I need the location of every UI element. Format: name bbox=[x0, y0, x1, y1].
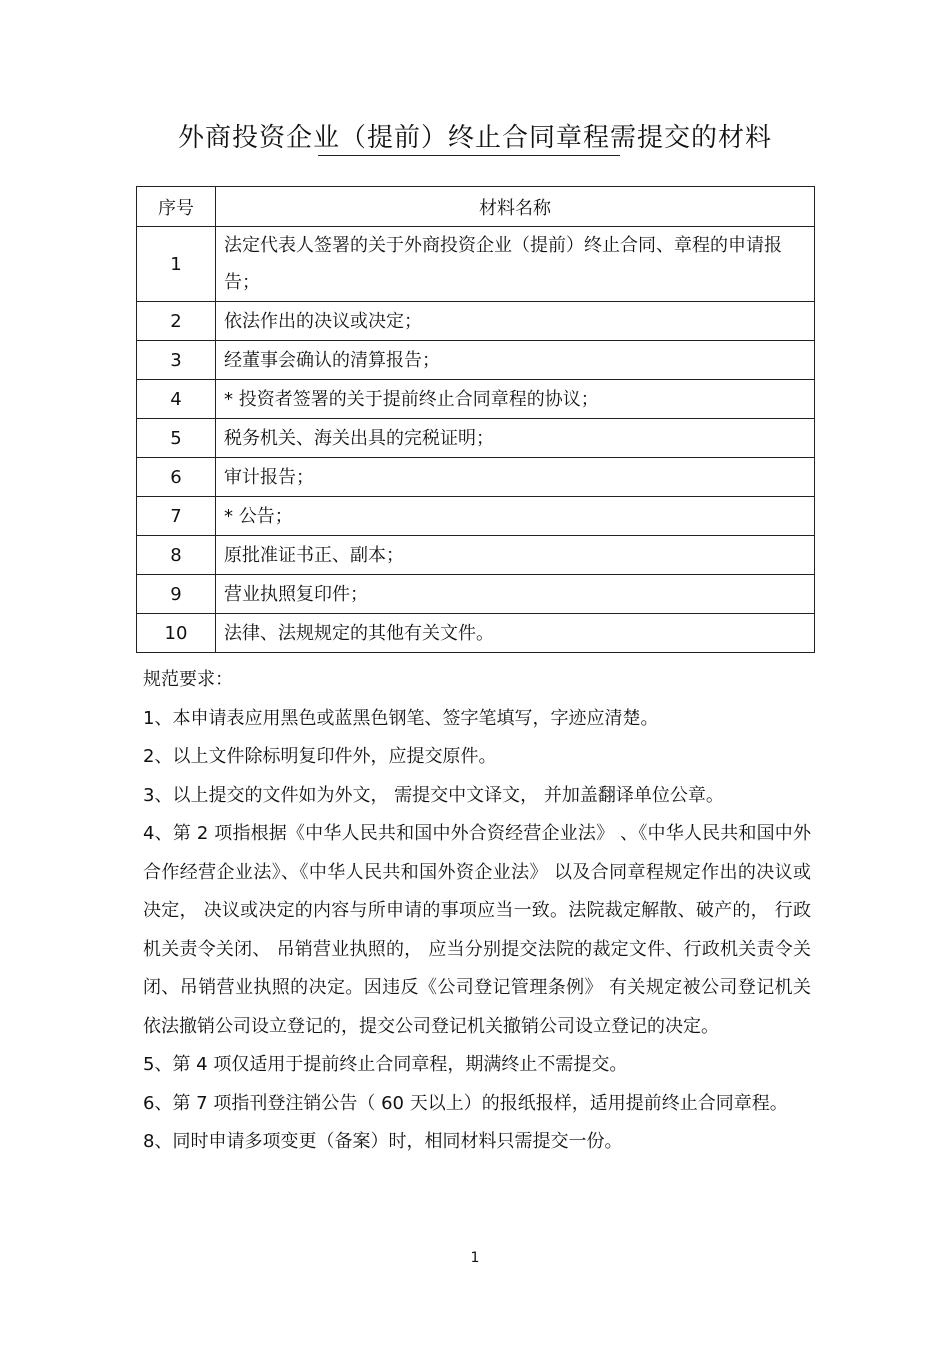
row-material-name: 经董事会确认的清算报告； bbox=[216, 341, 815, 380]
row-number: 10 bbox=[137, 614, 216, 653]
row-number: 3 bbox=[137, 341, 216, 380]
title-underline bbox=[318, 155, 620, 156]
row-material-name: 法定代表人签署的关于外商投资企业（提前）终止合同、章程的申请报告； bbox=[216, 227, 815, 302]
table-row bbox=[137, 614, 815, 653]
row-material-name: 审计报告； bbox=[216, 458, 815, 497]
row-number: 6 bbox=[137, 458, 216, 497]
row-material-name: * 公告； bbox=[216, 497, 815, 536]
table-row bbox=[137, 536, 815, 575]
table-row bbox=[137, 380, 815, 419]
requirement-item: 1、本申请表应用黑色或蓝黑色钢笔、签字笔填写，字迹应清楚。 bbox=[143, 707, 659, 729]
table-row bbox=[137, 458, 815, 497]
row-material-name: 原批准证书正、副本； bbox=[216, 536, 815, 575]
row-material-name: 税务机关、海关出具的完税证明； bbox=[216, 419, 815, 458]
requirement-item: 4、第 2 项指根据《中华人民共和国中外合资经营企业法》 、《中华人民共和国中外合作经营企业法》、《中华人民共和国外资企业法》 以及合同章程规定作出的决议或决定， 决议或决定的内容与所申请的事项应当一致。法院裁定解散、破产的， 行政机关责令关闭、 吊销营业执照的， 应当分别提交法院的裁定文件、行政机关责令关闭、吊销营业执照的决定。因违反《公司登记管理条例》 有关规定被公司登记机关依法撤销公司设立登记的，提交公司登记机关撤销公司设立登记的决定。 bbox=[143, 823, 811, 1037]
table-row bbox=[137, 497, 815, 536]
requirement-item: 2、以上文件除标明复印件外，应提交原件。 bbox=[143, 746, 497, 767]
page-number: 1 bbox=[470, 1250, 480, 1266]
row-number: 2 bbox=[137, 302, 216, 341]
materials-table bbox=[136, 186, 815, 653]
row-number: 7 bbox=[137, 497, 216, 536]
requirements-heading: 规范要求： bbox=[143, 669, 233, 690]
row-number: 8 bbox=[137, 536, 216, 575]
row-number: 5 bbox=[137, 419, 216, 458]
row-number: 9 bbox=[137, 575, 216, 614]
requirement-item: 6、第 7 项指刊登注销公告（ 60 天以上）的报纸报样，适用提前终止合同章程。 bbox=[143, 1092, 788, 1114]
row-material-name: * 投资者签署的关于提前终止合同章程的协议； bbox=[216, 380, 815, 419]
table-row bbox=[137, 302, 815, 341]
requirement-item: 3、以上提交的文件如为外文， 需提交中文译文， 并加盖翻译单位公章。 bbox=[143, 784, 724, 806]
table-header-row bbox=[137, 187, 815, 227]
requirement-item: 8、同时申请多项变更（备案）时，相同材料只需提交一份。 bbox=[143, 1131, 623, 1152]
requirements-section bbox=[143, 661, 811, 1162]
page-title: 外商投资企业（提前）终止合同章程需提交的材料 bbox=[177, 123, 772, 153]
header-number: 序号 bbox=[137, 187, 216, 227]
header-material-name: 材料名称 bbox=[216, 187, 815, 227]
requirement-item: 5、第 4 项仅适用于提前终止合同章程，期满终止不需提交。 bbox=[143, 1054, 628, 1075]
row-number: 1 bbox=[137, 227, 216, 302]
row-material-name: 营业执照复印件； bbox=[216, 575, 815, 614]
table-row bbox=[137, 419, 815, 458]
row-number: 4 bbox=[137, 380, 216, 419]
table-row bbox=[137, 227, 815, 302]
row-material-name: 依法作出的决议或决定； bbox=[216, 302, 815, 341]
table-row bbox=[137, 341, 815, 380]
row-material-name: 法律、法规规定的其他有关文件。 bbox=[216, 614, 815, 653]
table-row bbox=[137, 575, 815, 614]
